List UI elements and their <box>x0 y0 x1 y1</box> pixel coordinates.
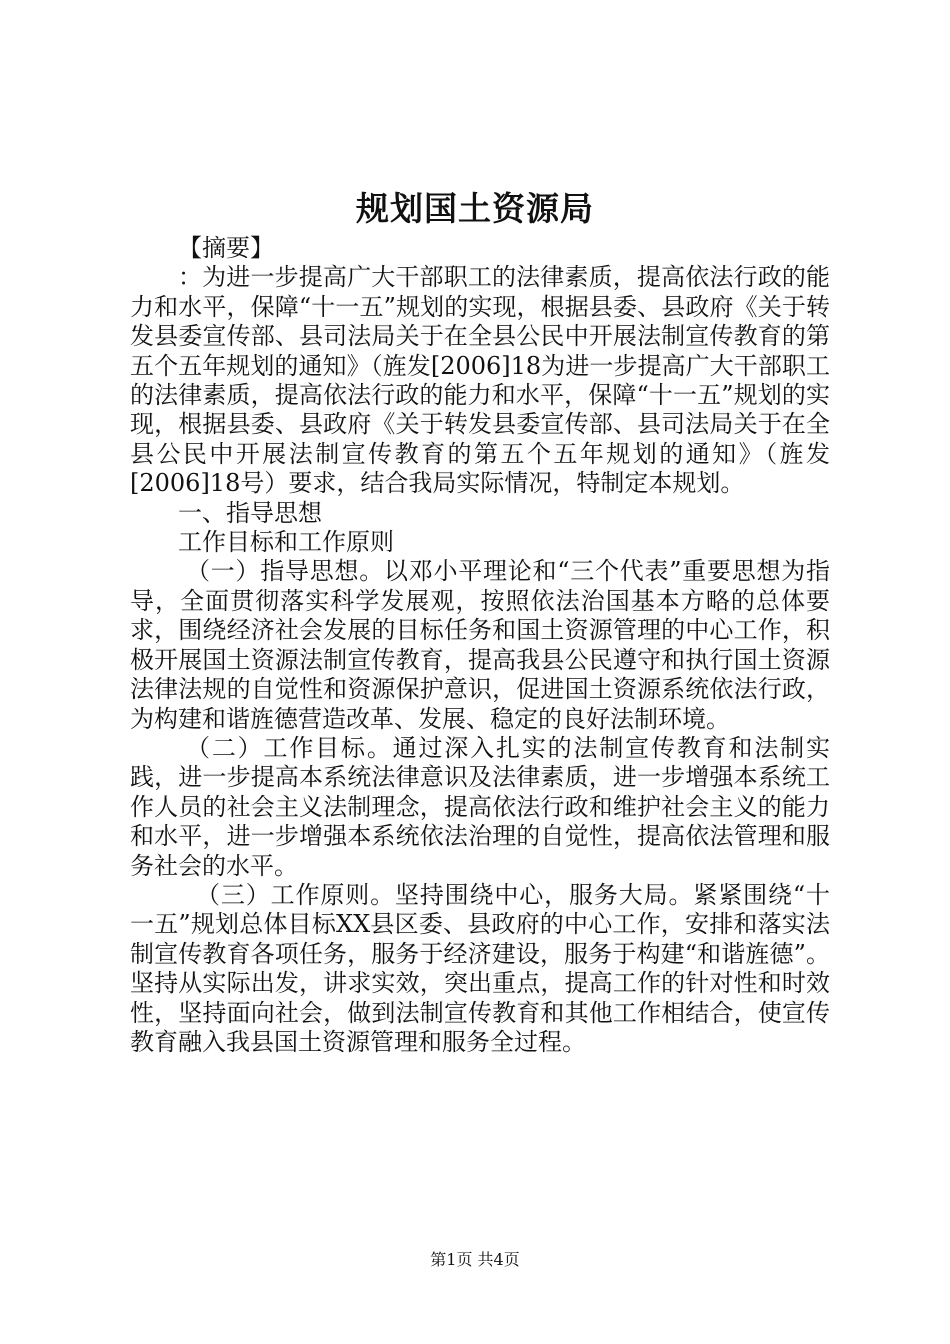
section-subheading-goals-principles: 工作目标和工作原则 <box>178 528 394 557</box>
page-number-footer: 第1页 共4页 <box>430 1250 520 1269</box>
paragraph-guiding-ideology: （一）指导思想。以邓小平理论和“三个代表”重要思想为指导，全面贯彻落实科学发展观，按照依法治国基本方略的总体要求，围绕经济社会发展的目标任务和国土资源管理的中心工作，积极开展国土资源法制宣传教育，提高我县公民遵守和执行国土资源法律法规的自觉性和资源保护意识，促进国土资源系统依法行政，为构建和谐旌德营造改革、发展、稳定的良好法制环境。 <box>130 557 830 733</box>
document-body <box>130 234 830 1057</box>
document-title: 规划国土资源局 <box>356 189 594 228</box>
paragraph-work-goals: （二）工作目标。通过深入扎实的法制宣传教育和法制实践，进一步提高本系统法律意识及法律素质，进一步增强本系统工作人员的社会主义法制理念，提高依法行政和维护社会主义的能力和水平，进一步增强本系统依法治理的自觉性，提高依法管理和服务社会的水平。 <box>130 733 830 880</box>
abstract-heading: 【摘要】 <box>178 234 274 262</box>
section-heading-guiding-ideology: 一、指导思想 <box>178 498 322 527</box>
abstract-paragraph: ：为进一步提高广大干部职工的法律素质，提高依法行政的能力和水平，保障“十一五”规划的实现，根据县委、县政府《关于转发县委宣传部、县司法局关于在全县公民中开展法制宣传教育的第五个五年规划的通知》（旌发[2006]18为进一步提高广大干部职工的法律素质，提高依法行政的能力和水平，保障“十一五”规划的实现，根据县委、县政府《关于转发县委宣传部、县司法局关于在全县公民中开展法制宣传教育的第五个五年规划的通知》（旌发[2006]18号）要求，结合我局实际情况，特制定本规划。 <box>130 263 830 498</box>
paragraph-work-principles: （三）工作原则。坚持围绕中心，服务大局。紧紧围绕“十一五”规划总体目标XX县区委、县政府的中心工作，安排和落实法制宣传教育各项任务，服务于经济建设，服务于构建“和谐旌德”。坚持从实际出发，讲求实效，突出重点，提高工作的针对性和时效性，坚持面向社会，做到法制宣传教育和其他工作相结合，使宣传教育融入我县国土资源管理和服务全过程。 <box>130 880 830 1056</box>
